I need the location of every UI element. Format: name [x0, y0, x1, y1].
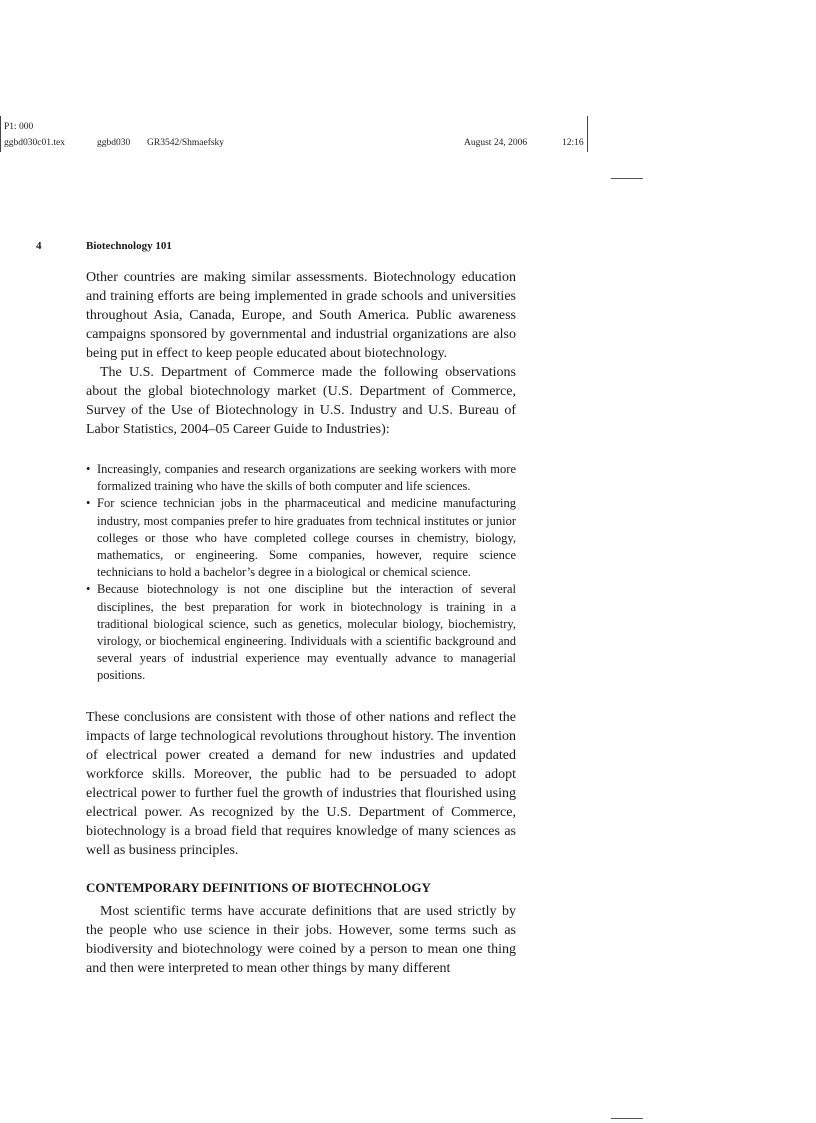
bullet-icon: •	[86, 582, 91, 597]
header-file-name: ggbd030c01.tex	[4, 138, 65, 148]
bullet-list	[86, 461, 516, 685]
section-heading: CONTEMPORARY DEFINITIONS OF BIOTECHNOLOGY	[86, 879, 431, 895]
page-number: 4	[36, 240, 42, 252]
paragraph-3: These conclusions are consistent with those of other nations and reflect the impacts of large technological revolutions throughout history. The invention of electrical power created a demand for new industries and updated workforce skills. Moreover, the public had to be persuaded to adopt electrical power to further fuel the growth of industries that flourished using electrical power. As recognized by the U.S. Department of Commerce, biotechnology is a broad field that requires knowledge of many sciences as well as business principles.	[86, 709, 516, 858]
header-right-rule	[587, 116, 588, 152]
list-item-text: For science technician jobs in the pharmaceutical and medicine manufacturing industry, most companies prefer to hire graduates from technical institutes or junior colleges or those who have completed college courses in chemistry, biology, mathematics, or engineering. Some companies, however, require science technicians to hold a bachelor’s degree in a biological or chemical science.	[97, 496, 516, 580]
header-left-rule	[0, 116, 1, 152]
list-item-text: Increasingly, companies and research organizations are seeking workers with more formalized training who have the skills of both computer and life sciences.	[97, 462, 516, 494]
header-proof-id: P1: 000	[4, 122, 34, 132]
header-date: August 24, 2006	[464, 138, 528, 148]
list-item	[86, 461, 516, 495]
header-series: GR3542/Shmaefsky	[147, 138, 225, 148]
list-item	[86, 495, 516, 581]
paragraph-1: Other countries are making similar assessments. Biotechnology education and training efforts are being implemented in grade schools and universities throughout Asia, Canada, Europe, and South America. Public awareness campaigns sponsored by governmental and industrial organizations are also being put in effect to keep people educated about biotechnology.	[86, 270, 516, 361]
header-job-code: ggbd030	[97, 138, 131, 148]
list-item	[86, 581, 516, 684]
list-item-text: Because biotechnology is not one discipline but the interaction of several disciplines, the best preparation for work in biotechnology is training in a traditional biological science, such as genetics, molecular biology, biochemistry, virology, or biochemical engineering. Individuals with a scientific background and several years of industrial experience may eventually advance to managerial positions.	[97, 582, 516, 683]
bullet-icon: •	[86, 496, 91, 511]
crop-mark-top-right	[611, 178, 643, 179]
header-time: 12:16	[562, 138, 584, 148]
crop-mark-bottom-right	[611, 1118, 643, 1119]
bullet-icon: •	[86, 462, 91, 476]
paragraph-4: Most scientific terms have accurate definitions that are used strictly by the people who use science in their jobs. However, some terms such as biodiversity and biotechnology were coined by a person to mean one thing and then were interpreted to mean other things by many different	[86, 903, 516, 976]
paragraph-2: The U.S. Department of Commerce made the following observations about the global biotechnology market (U.S. Department of Commerce, Survey of the Use of Biotechnology in U.S. Industry and U.S. Bureau of Labor Statistics, 2004–05 Career Guide to Industries):	[86, 365, 516, 437]
running-head: Biotechnology 101	[86, 240, 172, 252]
body-text	[86, 268, 516, 978]
